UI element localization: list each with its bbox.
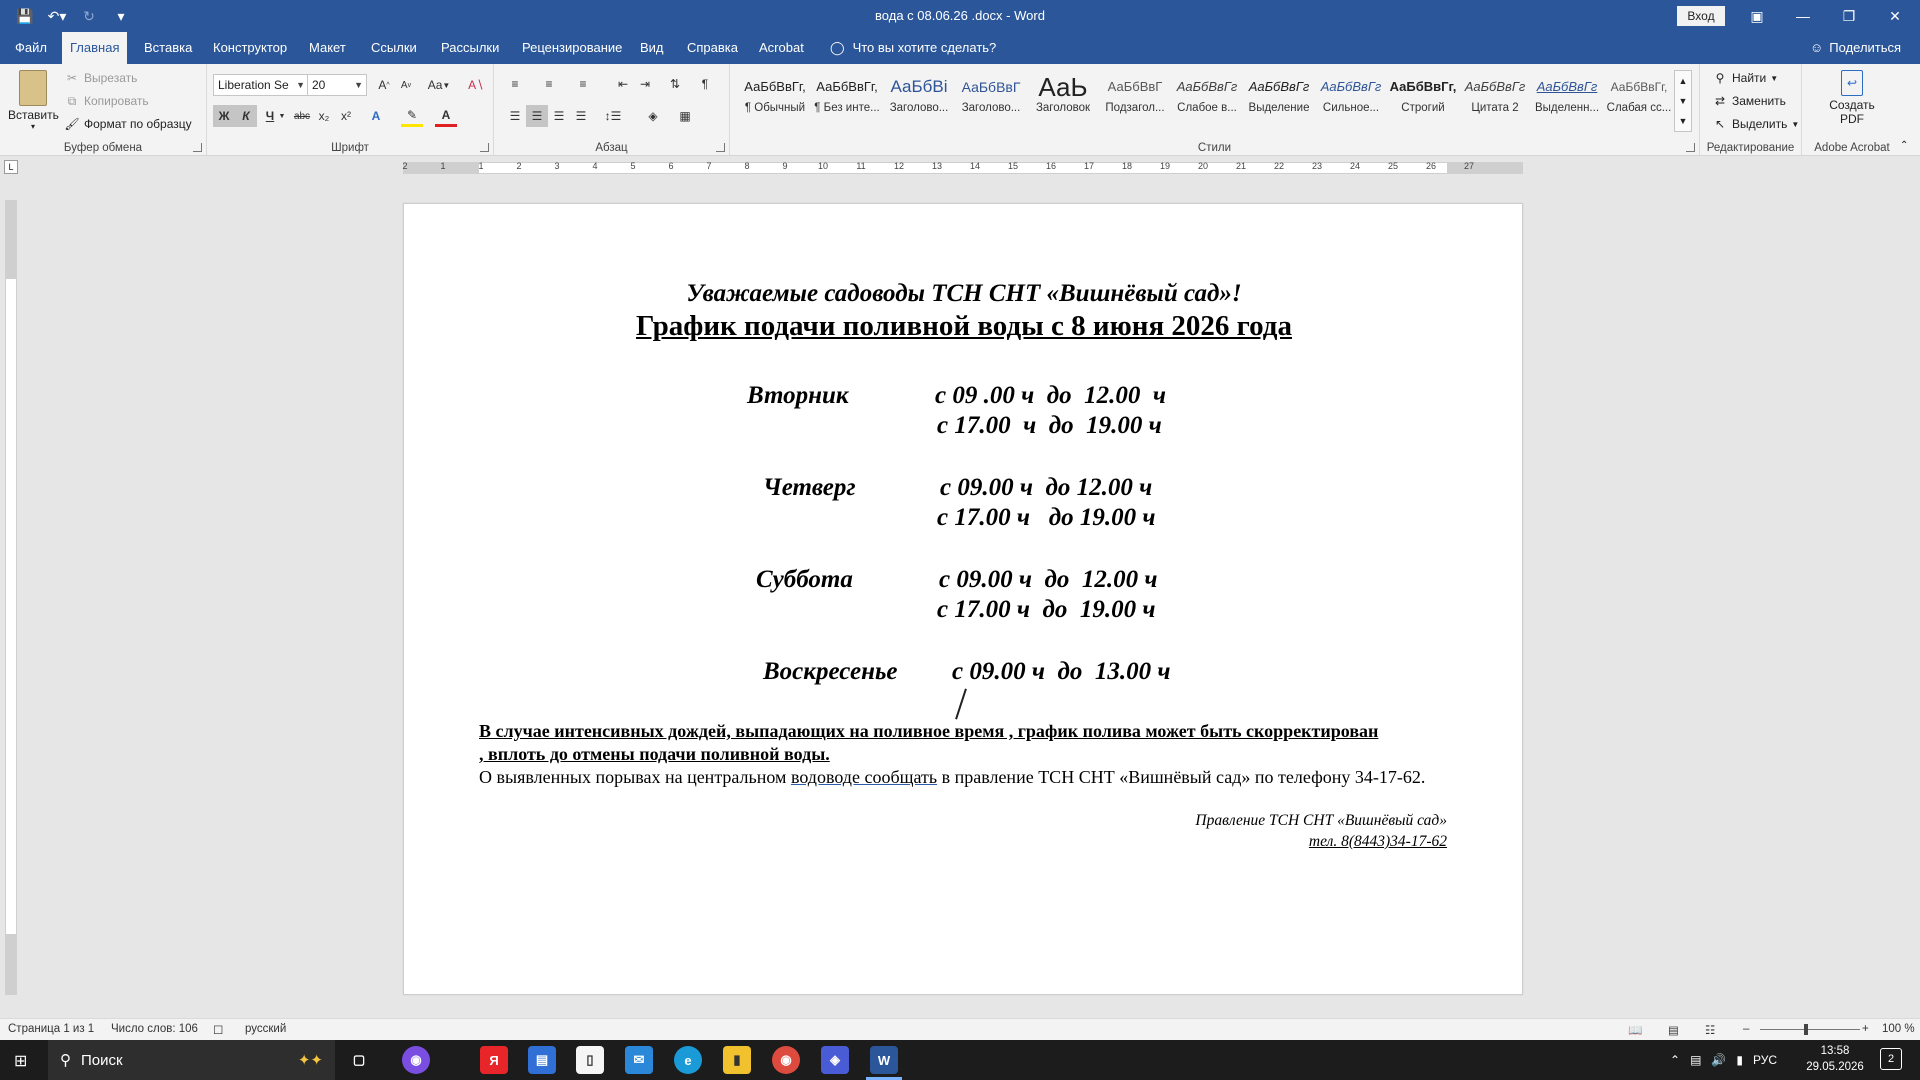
highlight-button[interactable] bbox=[401, 105, 423, 127]
format-painter-label: Формат по образцу bbox=[84, 117, 192, 131]
paste-dropdown-icon: ▾ bbox=[30, 122, 35, 131]
undo-icon[interactable]: ↶▾ bbox=[47, 7, 67, 24]
read-mode-icon[interactable]: 📖 bbox=[1628, 1025, 1643, 1037]
ruler-number: 23 bbox=[1311, 161, 1323, 171]
collapse-ribbon-icon[interactable]: ⌃ bbox=[1900, 140, 1909, 151]
grow-font-icon: A bbox=[378, 78, 387, 92]
line-spacing-button[interactable] bbox=[602, 105, 624, 127]
clipboard-launcher-icon[interactable] bbox=[193, 143, 202, 152]
tab-file[interactable]: Файл bbox=[15, 40, 47, 55]
style-item[interactable] bbox=[812, 72, 882, 124]
bullets-button[interactable] bbox=[504, 73, 526, 95]
time-tuesday-1: с 09 .00 ч до 12.00 ч bbox=[935, 382, 1166, 409]
clock[interactable] bbox=[1800, 1043, 1870, 1075]
editing-group bbox=[1700, 64, 1802, 156]
clock-time: 13:58 bbox=[1820, 1045, 1850, 1057]
align-left-icon: ☰ bbox=[509, 109, 521, 123]
share-button[interactable] bbox=[1810, 32, 1901, 64]
style-name: Заголово... bbox=[889, 102, 949, 114]
style-sample: АаБбВвГг, bbox=[744, 79, 806, 94]
style-name: Выделенн... bbox=[1534, 102, 1600, 114]
style-sample: АаБбВвГг bbox=[1464, 79, 1526, 94]
style-name: Сильное... bbox=[1322, 102, 1380, 114]
find-button[interactable] bbox=[1712, 70, 1778, 86]
cut-label: Вырезать bbox=[84, 71, 138, 85]
zoom-in-icon[interactable]: + bbox=[1862, 1023, 1869, 1035]
bold-button[interactable] bbox=[213, 105, 235, 127]
style-item[interactable] bbox=[1172, 72, 1242, 124]
tab-layout[interactable]: Макет bbox=[309, 40, 346, 55]
bullets-icon: ≡ bbox=[511, 77, 519, 91]
ruler-number: 2 bbox=[516, 161, 522, 171]
ruler-top-margin bbox=[6, 201, 16, 279]
tab-design[interactable]: Конструктор bbox=[213, 40, 288, 55]
zoom-slider-thumb[interactable] bbox=[1804, 1024, 1808, 1035]
style-item[interactable] bbox=[1604, 72, 1674, 124]
font-color-button[interactable] bbox=[435, 105, 457, 127]
title-bar bbox=[0, 0, 1920, 32]
multilevel-list-button[interactable] bbox=[572, 73, 594, 95]
ruler-number: 21 bbox=[1235, 161, 1247, 171]
search-icon: ⚲ bbox=[60, 1052, 71, 1069]
proofing-icon[interactable]: ☐ bbox=[213, 1025, 224, 1037]
day-sunday: Воскресенье bbox=[763, 658, 898, 685]
share-label: Поделиться bbox=[1829, 40, 1902, 55]
keyboard-language[interactable]: РУС bbox=[1752, 1053, 1777, 1067]
sparkle-icon: ✦✦ bbox=[297, 1052, 323, 1069]
select-label: Выделить bbox=[1732, 117, 1788, 131]
leak-text-3: в правление ТСН СНТ «Вишнёвый сад» по телефону 34-17-62. bbox=[937, 767, 1426, 787]
ruler-numbers bbox=[403, 162, 1523, 174]
print-layout-icon[interactable]: ▤ bbox=[1668, 1025, 1679, 1037]
time-sunday-1: с 09.00 ч до 13.00 ч bbox=[952, 658, 1171, 685]
leak-report-text bbox=[479, 766, 1449, 789]
justify-button[interactable] bbox=[570, 105, 592, 127]
edge-icon[interactable]: e bbox=[674, 1046, 702, 1074]
borders-button[interactable] bbox=[674, 105, 696, 127]
chevron-down-icon: ▼ bbox=[354, 80, 363, 90]
replace-icon: ⇄ bbox=[1714, 94, 1726, 108]
scissors-icon: ✂ bbox=[66, 71, 78, 85]
ruler-number: 25 bbox=[1387, 161, 1399, 171]
system-tray bbox=[1670, 1040, 1777, 1080]
shield-app-icon[interactable]: ◈ bbox=[821, 1046, 849, 1074]
tab-selector-icon[interactable]: L bbox=[4, 160, 18, 174]
align-center-icon: ☰ bbox=[531, 109, 543, 123]
ruler-number: 26 bbox=[1425, 161, 1437, 171]
chevron-up-icon[interactable]: ▲ bbox=[1678, 76, 1688, 86]
styles-launcher-icon[interactable] bbox=[1686, 143, 1695, 152]
ruler-number: 22 bbox=[1273, 161, 1285, 171]
ruler-number: 17 bbox=[1083, 161, 1095, 171]
customize-qat-icon[interactable]: ▾ bbox=[117, 7, 125, 24]
style-sample: АаБбВвГг, bbox=[816, 79, 878, 94]
sort-icon: ⇅ bbox=[669, 77, 681, 91]
style-item[interactable] bbox=[1316, 72, 1386, 124]
leak-text-2: водоводе сообщать bbox=[790, 767, 938, 787]
ribbon-display-icon[interactable]: ▣ bbox=[1750, 7, 1764, 24]
ruler-number: 15 bbox=[1007, 161, 1019, 171]
ruler-number: 11 bbox=[856, 161, 866, 171]
increase-indent-icon: ⇥ bbox=[639, 77, 651, 91]
bold-icon: Ж bbox=[218, 109, 230, 123]
ruler-number: 13 bbox=[931, 161, 943, 171]
styles-group bbox=[730, 64, 1700, 156]
tab-review[interactable]: Рецензирование bbox=[522, 40, 623, 55]
styles-group-label: Стили bbox=[1197, 142, 1232, 154]
style-item[interactable] bbox=[1244, 72, 1314, 124]
style-sample: АаБбВвГг bbox=[1320, 79, 1382, 94]
restore-icon[interactable]: ❐ bbox=[1842, 7, 1856, 24]
create-pdf-button[interactable] bbox=[1822, 70, 1882, 126]
ribbon bbox=[0, 64, 1920, 156]
superscript-icon: x² bbox=[341, 109, 351, 123]
multilevel-list-icon: ≡ bbox=[579, 77, 587, 91]
highlighter-icon: ✎ bbox=[406, 107, 418, 122]
day-saturday: Суббота bbox=[756, 566, 853, 593]
style-sample: АаБбВвГг bbox=[1176, 79, 1238, 94]
show-marks-button[interactable] bbox=[694, 73, 716, 95]
status-bar bbox=[0, 1018, 1920, 1040]
cut-button[interactable] bbox=[64, 70, 137, 86]
ruler-number: 20 bbox=[1197, 161, 1209, 171]
style-sample: АаБбВвГг bbox=[1248, 79, 1310, 94]
document-icon[interactable]: ▤ bbox=[528, 1046, 556, 1074]
strikethrough-button[interactable] bbox=[291, 105, 313, 127]
decrease-indent-icon: ⇤ bbox=[617, 77, 629, 91]
chevron-down-icon: ▼ bbox=[278, 112, 286, 120]
ruler-bottom-margin bbox=[6, 934, 16, 994]
paragraph-group-label: Абзац bbox=[595, 142, 628, 154]
time-tuesday-2: с 17.00 ч до 19.00 ч bbox=[937, 412, 1162, 439]
slash-mark bbox=[955, 688, 967, 719]
windows-start-icon[interactable]: ⊞ bbox=[14, 1053, 28, 1070]
tell-me-box[interactable] bbox=[830, 32, 996, 64]
notification-count: 2 bbox=[1887, 1053, 1895, 1065]
time-thursday-1: с 09.00 ч до 12.00 ч bbox=[940, 474, 1153, 501]
style-item[interactable] bbox=[1028, 72, 1098, 124]
app-circle-icon[interactable]: ◉ bbox=[402, 1046, 430, 1074]
pilcrow-icon: ¶ bbox=[701, 77, 709, 91]
tab-help[interactable]: Справка bbox=[687, 40, 738, 55]
copy-button[interactable] bbox=[64, 93, 149, 109]
signin-button[interactable]: Вход bbox=[1677, 6, 1725, 26]
paragraph-launcher-icon[interactable] bbox=[716, 143, 725, 152]
page-count[interactable]: Страница 1 из 1 bbox=[8, 1023, 95, 1035]
signature-phone: тел. 8(8443)34-17-62 bbox=[1308, 833, 1447, 850]
font-size-combo[interactable] bbox=[307, 74, 367, 96]
ruler-number: 10 bbox=[817, 161, 829, 171]
clipboard-icon bbox=[19, 70, 47, 106]
editing-group-label: Редактирование bbox=[1706, 142, 1795, 154]
clock-date: 29.05.2026 bbox=[1806, 1061, 1864, 1073]
ruler-number: 24 bbox=[1349, 161, 1361, 171]
increase-indent-button[interactable] bbox=[634, 73, 656, 95]
decrease-indent-button[interactable] bbox=[612, 73, 634, 95]
network-icon[interactable]: ▤ bbox=[1690, 1053, 1702, 1067]
ruler-number: 9 bbox=[782, 161, 788, 171]
style-sample: АаБбВвГг, bbox=[1610, 80, 1668, 94]
styles-scroll[interactable] bbox=[1674, 70, 1692, 132]
subscript-icon: x₂ bbox=[318, 109, 330, 123]
tell-me-text: Что вы хотите сделать? bbox=[852, 40, 997, 55]
shrink-font-button[interactable]: A v bbox=[400, 79, 412, 91]
cursor-icon: ↖ bbox=[1714, 117, 1726, 131]
ruler-number: 6 bbox=[668, 161, 674, 171]
tab-acrobat[interactable]: Acrobat bbox=[759, 40, 804, 55]
paint-bucket-icon: ◈ bbox=[648, 109, 658, 123]
eraser-icon: A∖ bbox=[468, 78, 484, 92]
time-saturday-1: с 09.00 ч до 12.00 ч bbox=[939, 566, 1158, 593]
chevron-down-icon: ▼ bbox=[1791, 119, 1800, 129]
copy-label: Копировать bbox=[84, 94, 149, 108]
align-center-button[interactable] bbox=[526, 105, 548, 127]
time-saturday-2: с 17.00 ч до 19.00 ч bbox=[937, 596, 1156, 623]
chevron-down-icon: ▼ bbox=[442, 80, 451, 90]
chevron-down-icon: ▼ bbox=[1770, 73, 1779, 83]
redo-icon[interactable]: ↻ bbox=[83, 7, 95, 24]
style-name: Слабая сс... bbox=[1606, 102, 1672, 114]
change-case-button[interactable] bbox=[423, 74, 455, 96]
day-tuesday: Вторник bbox=[747, 382, 849, 409]
create-pdf-label-2: PDF bbox=[1840, 112, 1864, 126]
paste-label: Вставить bbox=[8, 108, 59, 122]
superscript-button[interactable] bbox=[335, 105, 357, 127]
style-name: Строгий bbox=[1401, 102, 1445, 114]
style-sample: АаЬ bbox=[1038, 72, 1088, 102]
lightbulb-icon: ◯ bbox=[830, 40, 845, 55]
font-name-value: Liberation Se bbox=[218, 78, 289, 92]
numbering-icon: ≡ bbox=[545, 77, 553, 91]
strikethrough-icon: abc bbox=[293, 110, 311, 122]
justify-icon: ☰ bbox=[575, 109, 587, 123]
ruler-number: 1 bbox=[440, 161, 446, 171]
create-pdf-label: Создать bbox=[1829, 98, 1875, 112]
leak-text-1: О выявленных порывах на центральном bbox=[479, 767, 791, 787]
copy-icon: ⧉ bbox=[67, 94, 77, 108]
zoom-slider[interactable] bbox=[1760, 1029, 1860, 1030]
grow-font-button[interactable]: A ^ bbox=[378, 78, 390, 92]
style-name: Подзагол... bbox=[1105, 102, 1165, 114]
brush-icon: 🖌 bbox=[64, 117, 80, 131]
ruler-number: 14 bbox=[969, 161, 981, 171]
search-icon: ⚲ bbox=[1715, 71, 1725, 85]
font-group-label: Шрифт bbox=[331, 142, 369, 154]
task-view-icon[interactable]: ▢ bbox=[352, 1052, 366, 1067]
text-effects-icon: A bbox=[371, 109, 381, 123]
paste-button[interactable] bbox=[8, 70, 58, 131]
shrink-font-icon: A bbox=[400, 79, 408, 91]
ruler-number: 12 bbox=[893, 161, 905, 171]
ruler-number: 19 bbox=[1159, 161, 1171, 171]
zoom-level[interactable]: 100 % bbox=[1882, 1023, 1915, 1035]
align-right-icon: ☰ bbox=[553, 109, 565, 123]
font-size-value: 20 bbox=[312, 78, 326, 92]
line-spacing-icon: ↕☰ bbox=[604, 109, 622, 123]
zoom-out-icon[interactable]: – bbox=[1743, 1023, 1750, 1035]
clipboard-group-label: Буфер обмена bbox=[63, 142, 143, 154]
style-sample: АаБбВвГ bbox=[961, 79, 1021, 95]
tab-home[interactable]: Главная bbox=[62, 32, 127, 64]
minimize-icon[interactable]: — bbox=[1796, 8, 1810, 24]
person-icon: ☺ bbox=[1810, 40, 1824, 55]
acrobat-group bbox=[1802, 64, 1902, 156]
format-painter-button[interactable] bbox=[64, 116, 192, 132]
file-icon[interactable]: ▯ bbox=[576, 1046, 604, 1074]
borders-icon: ▦ bbox=[679, 109, 691, 123]
ruler-number: 8 bbox=[744, 161, 750, 171]
ribbon-tabs bbox=[0, 32, 1920, 64]
chevron-down-icon: ▼ bbox=[296, 80, 305, 90]
schedule-title: График подачи поливной воды с 8 июня 2026 года bbox=[636, 310, 1292, 342]
align-right-button[interactable] bbox=[548, 105, 570, 127]
rain-notice: В случае интенсивных дождей, выпадающих на поливное время , график полива может быть скорректирован , вплоть до отмены подачи поливной воды. bbox=[479, 721, 1379, 764]
align-left-button[interactable] bbox=[504, 105, 526, 127]
select-button[interactable] bbox=[1712, 116, 1799, 132]
paragraph-group bbox=[494, 64, 730, 156]
tab-view[interactable]: Вид bbox=[640, 40, 664, 55]
clipboard-group bbox=[0, 64, 207, 156]
style-name: Выделение bbox=[1248, 102, 1310, 114]
language-status[interactable]: русский bbox=[245, 1023, 287, 1035]
time-thursday-2: с 17.00 ч до 19.00 ч bbox=[937, 504, 1156, 531]
style-name: Цитата 2 bbox=[1471, 102, 1519, 114]
style-name: ¶ Без инте... bbox=[814, 102, 880, 114]
greeting-heading: Уважаемые садоводы ТСН СНТ «Вишнёвый сад»! bbox=[686, 280, 1242, 307]
taskbar bbox=[0, 1040, 1920, 1080]
font-name-combo[interactable] bbox=[213, 74, 309, 96]
underline-icon: Ч bbox=[265, 109, 275, 123]
style-name: Слабое в... bbox=[1177, 102, 1237, 114]
notifications-icon[interactable] bbox=[1880, 1048, 1902, 1070]
style-sample: АаБбВвГ bbox=[1107, 79, 1163, 94]
acrobat-group-label: Adobe Acrobat bbox=[1814, 142, 1890, 154]
ruler-number: 27 bbox=[1463, 161, 1475, 171]
replace-label: Заменить bbox=[1732, 94, 1786, 108]
font-group bbox=[207, 64, 494, 156]
change-case-icon: Aa bbox=[427, 78, 443, 92]
font-color-icon: A bbox=[441, 107, 451, 122]
day-thursday: Четверг bbox=[763, 474, 856, 501]
chevron-down-icon[interactable]: ▼ bbox=[1678, 96, 1688, 106]
style-name: Заголовок bbox=[1035, 102, 1091, 114]
more-styles-icon[interactable]: ▼ bbox=[1678, 116, 1688, 126]
numbering-button[interactable] bbox=[538, 73, 560, 95]
style-item[interactable] bbox=[1100, 72, 1170, 124]
document-title: вода с 08.06.26 .docx - Word bbox=[875, 8, 1045, 23]
word-icon[interactable]: W bbox=[870, 1046, 898, 1074]
signature-board: Правление ТСН СНТ «Вишнёвый сад» bbox=[1195, 812, 1447, 829]
tab-references[interactable]: Ссылки bbox=[371, 40, 417, 55]
style-item[interactable] bbox=[884, 72, 954, 124]
battery-icon[interactable]: ▮ bbox=[1736, 1053, 1743, 1067]
folder-icon[interactable]: ▮ bbox=[723, 1046, 751, 1074]
underline-dropdown[interactable] bbox=[277, 105, 287, 127]
replace-button[interactable] bbox=[1712, 93, 1786, 109]
ruler-number: 5 bbox=[630, 161, 636, 171]
style-item[interactable] bbox=[956, 72, 1026, 124]
style-item[interactable] bbox=[1532, 72, 1602, 124]
taskbar-search-label: Поиск bbox=[81, 1051, 123, 1069]
chevron-up-icon[interactable]: ⌃ bbox=[1670, 1053, 1681, 1067]
ruler-number: 16 bbox=[1045, 161, 1057, 171]
style-item[interactable] bbox=[1388, 72, 1458, 124]
style-item[interactable] bbox=[1460, 72, 1530, 124]
sort-button[interactable] bbox=[664, 73, 686, 95]
ruler-number: 18 bbox=[1121, 161, 1133, 171]
italic-icon: К bbox=[242, 109, 250, 123]
tab-insert[interactable]: Вставка bbox=[144, 40, 193, 55]
close-icon[interactable]: ✕ bbox=[1889, 7, 1901, 24]
web-layout-icon[interactable]: ☷ bbox=[1705, 1025, 1716, 1037]
ruler-number: 4 bbox=[592, 161, 598, 171]
subscript-button[interactable] bbox=[313, 105, 335, 127]
ruler-number: 3 bbox=[554, 161, 560, 171]
pdf-icon: ↩ bbox=[1841, 70, 1863, 96]
taskbar-search[interactable] bbox=[48, 1040, 335, 1080]
mail-icon[interactable]: ✉ bbox=[625, 1046, 653, 1074]
find-label: Найти bbox=[1732, 71, 1767, 85]
clear-formatting-button[interactable] bbox=[465, 74, 487, 96]
text-effects-button[interactable] bbox=[365, 105, 387, 127]
style-sample: АаБбВвГг bbox=[1536, 79, 1598, 94]
chrome-icon[interactable]: ◉ bbox=[772, 1046, 800, 1074]
yandex-icon[interactable]: Я bbox=[480, 1046, 508, 1074]
style-sample: АаБбВвГг, bbox=[1389, 79, 1457, 94]
style-name: ¶ Обычный bbox=[744, 102, 806, 114]
style-item[interactable] bbox=[740, 72, 810, 124]
word-count[interactable]: Число слов: 106 bbox=[111, 1023, 198, 1035]
document-page[interactable] bbox=[403, 203, 1523, 995]
ruler-number: 2 bbox=[402, 161, 408, 171]
tab-mailings[interactable]: Рассылки bbox=[441, 40, 500, 55]
font-launcher-icon[interactable] bbox=[480, 143, 489, 152]
style-sample: АаБбВі bbox=[890, 77, 948, 96]
shading-button[interactable] bbox=[642, 105, 664, 127]
italic-button[interactable] bbox=[235, 105, 257, 127]
save-icon[interactable]: 💾 bbox=[16, 7, 34, 24]
ruler-number: 1 bbox=[478, 161, 484, 171]
volume-icon[interactable]: 🔊 bbox=[1711, 1053, 1727, 1067]
vertical-ruler[interactable] bbox=[5, 200, 17, 995]
ruler-number: 7 bbox=[706, 161, 712, 171]
style-name: Заголово... bbox=[961, 102, 1021, 114]
